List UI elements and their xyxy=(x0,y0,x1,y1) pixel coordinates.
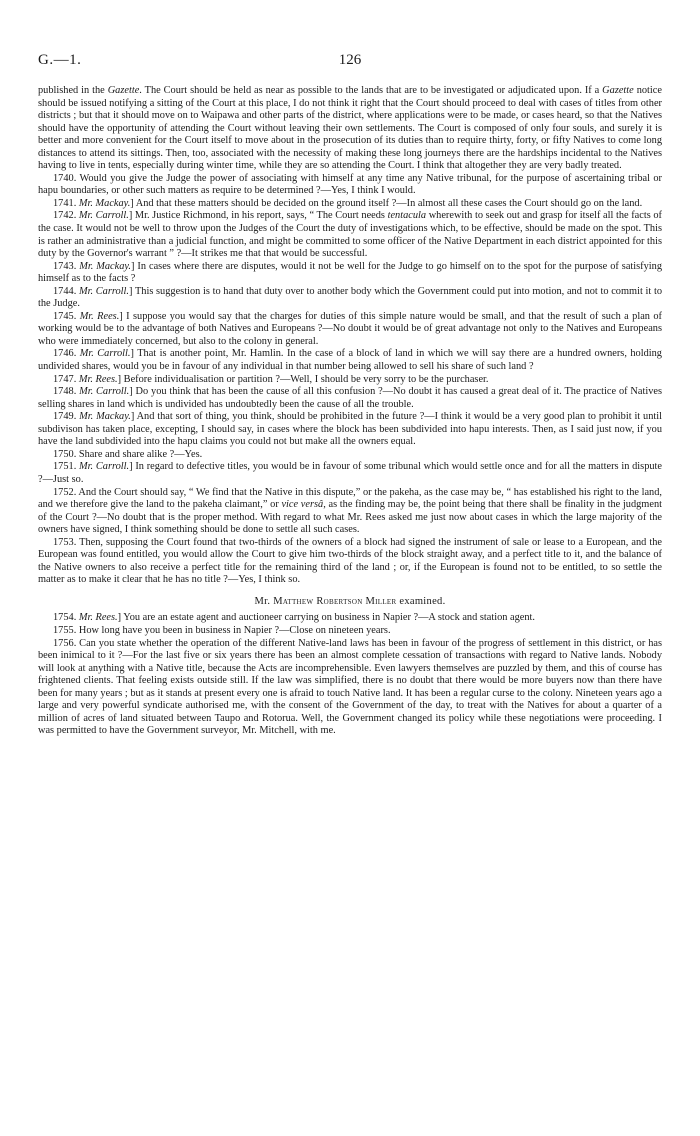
text-run: published in the xyxy=(38,85,108,96)
italic-text: tentacula xyxy=(387,210,427,222)
text-run: 1747. xyxy=(53,373,79,385)
text-run: . The Court should be held as near as possible to the lands that are to be investigated or adjudicated upon. If a xyxy=(139,85,603,96)
italic-text: vice versâ xyxy=(281,499,324,511)
text-run: ] Before individualisation or partition ?—Well, I should be very sorry to be the purchaser. xyxy=(117,373,489,385)
paragraph xyxy=(38,411,662,449)
text-run: 1755. How long have you been in business in Napier ?—Close on nineteen years. xyxy=(53,624,391,636)
text-run: wherewith to seek out and grasp for itself all the facts of the case. It would not be well to throw upon the Judges of the Court the duty of investigations which, to be effective, should be made on the spot. This is rather an administrative than a judicial function, and might be committed to some officer of the Native Department in each district appointed for this duty by the Governor's warrant ” ?—It strikes me that that would be successful. xyxy=(38,210,662,260)
italic-text: Gazette xyxy=(602,85,634,96)
text-run: ] I suppose you would say that the charges for duties of this simple nature would be small, and that the result of such a plan of working would be to the advantage of both Natives and Europeans ?—No doubt it would be of great advantage not only to the Natives and Europeans who were immediately concerned, but also to the colony in general. xyxy=(38,310,662,347)
section-heading xyxy=(38,596,662,609)
page-header xyxy=(38,52,662,69)
italic-text: Mr. Rees. xyxy=(78,612,118,624)
paragraph xyxy=(38,348,662,373)
page-number: 126 xyxy=(338,52,362,68)
paragraph xyxy=(38,210,662,260)
heading-suffix: examined. xyxy=(396,595,446,607)
italic-text: Mr. Carroll. xyxy=(79,386,130,398)
text-run: 1746. xyxy=(53,348,80,360)
paragraph xyxy=(38,173,662,198)
paragraph xyxy=(38,461,662,486)
text-run: ] This suggestion is to hand that duty over to another body which the Government could put into motion, and not to commit it to the Judge. xyxy=(38,285,663,310)
document-body xyxy=(38,85,662,738)
italic-text: Mr. Carroll. xyxy=(79,348,131,360)
italic-text: Gazette xyxy=(107,85,140,96)
text-run: notice should be issued notifying a sitting of the Court at this place, I do not think it right that the Court should proceed to deal with cases of titles from other districts ; but that it should move on to Waipawa and other parts of the district, where applications were to be made, or cases heard, so that the Natives should have the opportunity of attending the Court without leaving their own settlements. The Court is composed of only four souls, and surely it is better and more convenient for the Court itself to move about in the prosecution of its duties than to require thirty, forty, or fifty Natives to come long distances to attend its sittings. Then, too, associated with the necessity of making these long journeys there are the hardships incidental to the Natives having to live in tents, especially during winter time, while they are so attending the Court. I think that altogether they are very badly treated. xyxy=(38,85,662,172)
text-run: ] In regard to defective titles, you would be in favour of some tribunal which would settle once and for all the matters in dispute ?—Just so. xyxy=(38,461,662,485)
text-run: 1754. xyxy=(53,612,79,624)
italic-text: Mr. Carroll. xyxy=(78,210,129,222)
paragraph xyxy=(38,537,662,587)
text-run: ] And that these matters should be decided on the ground itself ?—In almost all these cases the Court should go on the land. xyxy=(130,197,643,209)
text-run: ] In cases where there are disputes, would it not be well for the Judge to go himself on to the spot for the purpose of satisfying himself as to the facts ? xyxy=(38,260,663,285)
text-run: 1756. Can you state whether the operation of the different Native-land laws has been in favour of the progress of settlement in this district, or has been inimical to it ?—For the last five or six years there has been an almost complete cessation of transactions with regard to Native lands. Nobody will look at anything with a Native title, because the Acts are incomprehensible. Even lawyers themselves are puzzled by them, and this of course has frightened clients. That feeling exists outside still. If the law was simplified, there is no doubt that there would be more buyers now than there have been for many years ; but as it stands at present every one is afraid to touch Native land. It has been a regular curse to the colony. Nineteen years ago a large and very powerful syndicate authorised me, with the consent of the Government of the day, to treat with the Natives for about a quarter of a million of acres of land situated between Taupo and Rotorua. Well, the Government changed its policy while these negotiations were proceeding. I was permitted to have the Government surveyor, Mr. Mitchell, with me. xyxy=(38,637,662,737)
text-run: 1752. And the Court should say, “ We find that the Native in this dispute,” or the pakeha, as the case may be, “ has established his right to the land, and we therefore give the land to the pakeha claimant,” or xyxy=(38,486,662,511)
testimony-block-miller xyxy=(38,612,662,737)
paragraph xyxy=(38,85,662,173)
text-run: ] That is another point, Mr. Hamlin. In the case of a block of land in which we will say there are a hundred owners, holding undivided shares, would you be in favour of any individual in that number being allowed to sell his share of such land ? xyxy=(38,348,662,373)
italic-text: Mr. Rees. xyxy=(79,310,120,322)
text-run: 1744. xyxy=(53,285,79,297)
italic-text: Mr. Mackay. xyxy=(78,197,131,209)
italic-text: Mr. Carroll. xyxy=(79,461,130,473)
italic-text: Mr. Mackay. xyxy=(79,411,131,423)
italic-text: Mr. Mackay. xyxy=(79,260,132,272)
paragraph xyxy=(38,261,662,286)
text-run: ] Mr. Justice Richmond, in his report, says, “ The Court needs xyxy=(128,210,388,222)
text-run: , as the finding may be, the point being that there shall be finality in the judgment of the Court ?—No doubt that is the proper method. With regard to what Mr. Rees asked me just now about cases in which the large majority of the owners have signed, I think something should be done to settle all such cases. xyxy=(38,499,662,536)
heading-witness-name: Matthew Robertson Miller xyxy=(273,595,397,607)
text-run: 1743. xyxy=(53,260,80,272)
testimony-block-hamlin xyxy=(38,85,662,587)
text-run: ] And that sort of thing, you think, should be prohibited in the future ?—I think it would be a very good plan to prohibit it until subdivison has taken place, excepting, I should say, in cases where the block has been subdivided into hapu interests. Then, as I said just now, if you have the land subdivided into the hapu claims you could not but make all the owners equal. xyxy=(38,411,663,448)
italic-text: Mr. Carroll. xyxy=(78,285,129,297)
text-run: 1749. xyxy=(53,411,80,423)
text-run: 1750. Share and share alike ?—Yes. xyxy=(53,448,203,460)
heading-prefix: Mr. xyxy=(254,595,274,607)
paragraph xyxy=(38,638,662,738)
paragraph xyxy=(38,612,662,625)
italic-text: Mr. Rees. xyxy=(78,373,118,385)
document-reference: G.—1. xyxy=(38,52,82,68)
text-run: 1753. Then, supposing the Court found that two-thirds of the owners of a block had signed the instrument of sale or lease to a European, and the European was found entitled, you would allow the Court to give him two-thirds of the block straight away, and a perfect title to it, and the balance of the Native owners to also receive a perfect title for the remaining third of the land ; or, if the European is found not to be entitled, to so settle the matter as to make it clear that he has no title ?—Yes, I think so. xyxy=(38,536,662,586)
paragraph xyxy=(38,487,662,537)
text-run: ] Do you think that has been the cause of all this confusion ?—No doubt it has caused a great deal of it. The practice of Natives selling shares in land which is undivided has undoubtedly been the cause of all the trouble. xyxy=(38,386,662,410)
text-run: 1740. Would you give the Judge the power of associating with himself at any time any Native tribunal, for the purpose of ascertaining tribal or hapu boundaries, or other such matters as require to be determined ?—Yes, I think I would. xyxy=(38,172,662,197)
text-run: ] You are an estate agent and auctioneer carrying on business in Napier ?—A stock and station agent. xyxy=(117,612,536,624)
text-run: 1751. xyxy=(53,461,80,473)
text-run: 1745. xyxy=(53,310,80,322)
paragraph xyxy=(38,198,662,211)
text-run: 1741. xyxy=(53,197,79,209)
paragraph xyxy=(38,374,662,387)
paragraph xyxy=(38,286,662,311)
text-run: 1748. xyxy=(53,386,80,398)
paragraph xyxy=(38,449,662,462)
paragraph xyxy=(38,311,662,349)
paragraph xyxy=(38,386,662,411)
text-run: 1742. xyxy=(53,210,79,222)
paragraph xyxy=(38,625,662,638)
